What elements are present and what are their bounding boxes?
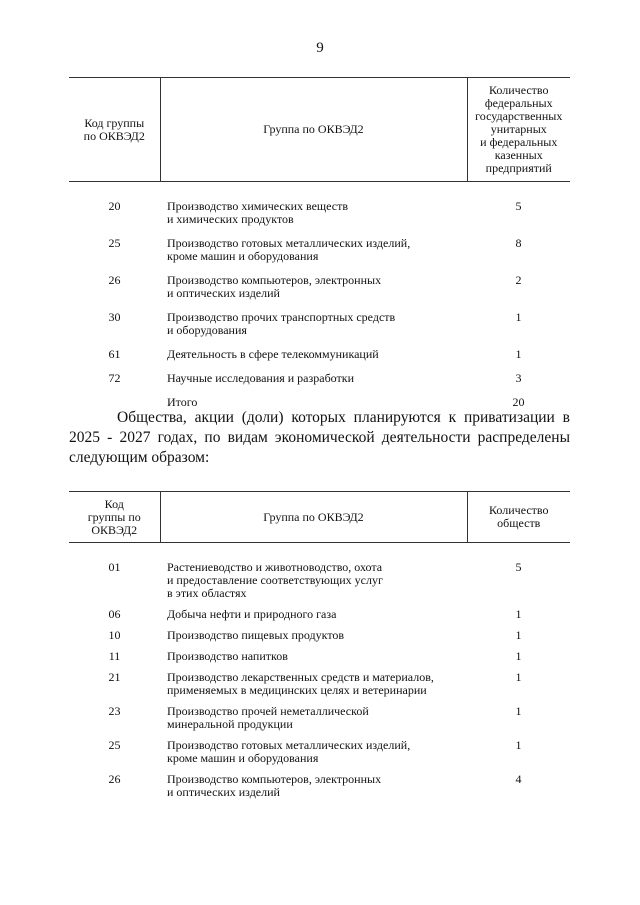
row-name-line: Производство химических веществ xyxy=(167,199,349,213)
row-name-line: применяемых в медицинских целях и ветеринарии xyxy=(167,683,427,697)
row-code: 23 xyxy=(108,704,121,718)
enterprises-table xyxy=(69,77,570,420)
row-value: 3 xyxy=(515,371,522,385)
header-count-line: Количество xyxy=(489,503,549,517)
row-name xyxy=(160,311,467,348)
row-name-line: Научные исследования и разработки xyxy=(167,371,355,385)
row-name-line: Производство пищевых продуктов xyxy=(167,628,345,642)
row-value: 1 xyxy=(515,607,522,621)
table-row xyxy=(69,543,570,609)
row-name xyxy=(160,237,467,274)
row-name-line: Производство компьютеров, электронных xyxy=(167,772,382,786)
row-value: 1 xyxy=(515,310,522,324)
row-value: 8 xyxy=(515,236,522,250)
row-name-line: Добыча нефти и природного газа xyxy=(167,607,337,621)
row-value: 5 xyxy=(515,199,522,213)
table-row xyxy=(69,629,570,650)
page-number: 9 xyxy=(316,40,324,56)
row-name xyxy=(160,705,467,739)
row-name-line: минеральной продукции xyxy=(167,717,293,731)
table-row xyxy=(69,237,570,274)
total-value: 20 xyxy=(512,395,525,409)
table-row xyxy=(69,372,570,396)
row-code: 20 xyxy=(108,199,121,213)
row-code: 26 xyxy=(108,273,121,287)
header-count xyxy=(467,492,570,543)
header-code-line: ОКВЭД2 xyxy=(91,522,138,537)
table-row xyxy=(69,608,570,629)
header-group: Группа по ОКВЭД2 xyxy=(160,492,467,543)
header-count-line: обществ xyxy=(497,516,541,530)
row-name-line: Производство готовых металлических изделий, xyxy=(167,738,411,752)
row-value: 4 xyxy=(515,772,522,786)
row-name-line: и химических продуктов xyxy=(167,212,294,226)
row-code: 06 xyxy=(108,607,121,621)
header-code-line: Код xyxy=(104,496,124,511)
header-code xyxy=(69,492,160,543)
row-value: 1 xyxy=(515,628,522,642)
row-name xyxy=(160,543,467,609)
row-name-line: кроме машин и оборудования xyxy=(167,249,319,263)
row-value: 1 xyxy=(515,670,522,684)
row-name xyxy=(160,650,467,671)
table-row xyxy=(69,650,570,671)
table-row xyxy=(69,274,570,311)
row-name xyxy=(160,739,467,773)
row-value: 2 xyxy=(515,273,522,287)
header-code xyxy=(69,78,160,182)
row-code: 25 xyxy=(108,738,121,752)
table-row xyxy=(69,705,570,739)
row-name-line: в этих областях xyxy=(167,586,247,600)
companies-table xyxy=(69,491,570,807)
row-name-line: Производство готовых металлических изделий, xyxy=(167,236,411,250)
row-code: 21 xyxy=(108,670,121,684)
table-row xyxy=(69,182,570,238)
row-name xyxy=(160,182,467,238)
header-code-line: по ОКВЭД2 xyxy=(83,128,145,143)
row-name-line: Производство прочих транспортных средств xyxy=(167,310,396,324)
body-paragraph: Общества, акции (доли) которых планируются к приватизации в 2025 - 2027 годах, по видам экономической деятельности распределены следующим образом: xyxy=(69,409,570,466)
table-row xyxy=(69,348,570,372)
row-name xyxy=(160,274,467,311)
row-name-line: и оборудования xyxy=(167,323,247,337)
header-code-line: Код группы xyxy=(84,115,145,130)
row-name xyxy=(160,629,467,650)
header-count xyxy=(467,78,570,182)
row-code: 10 xyxy=(108,628,121,642)
row-value: 1 xyxy=(515,649,522,663)
header-count-line: государственных xyxy=(475,109,563,123)
header-count-line: казенных xyxy=(494,148,543,162)
row-value: 1 xyxy=(515,347,522,361)
row-name xyxy=(160,608,467,629)
row-value: 5 xyxy=(515,560,522,574)
table-row xyxy=(69,773,570,807)
header-count-line: предприятий xyxy=(485,161,552,175)
table-row xyxy=(69,739,570,773)
table-row xyxy=(69,671,570,705)
row-name-line: и оптических изделий xyxy=(167,286,280,300)
row-code: 25 xyxy=(108,236,121,250)
row-name-line: Производство лекарственных средств и материалов, xyxy=(167,670,434,684)
header-count-line: федеральных xyxy=(484,96,553,110)
row-code: 11 xyxy=(108,649,121,663)
row-value: 1 xyxy=(515,738,522,752)
row-name-line: Производство напитков xyxy=(167,649,288,663)
row-name-line: Растениеводство и животноводство, охота xyxy=(167,560,383,574)
row-code: 01 xyxy=(108,560,121,574)
row-name xyxy=(160,773,467,807)
row-value: 1 xyxy=(515,704,522,718)
row-name xyxy=(160,671,467,705)
row-code: 30 xyxy=(108,310,121,324)
header-code-line: группы по xyxy=(87,509,141,524)
row-name-line: кроме машин и оборудования xyxy=(167,751,319,765)
header-group: Группа по ОКВЭД2 xyxy=(160,78,467,182)
row-name xyxy=(160,348,467,372)
row-name-line: и оптических изделий xyxy=(167,785,280,799)
row-code: 72 xyxy=(108,371,121,385)
row-code: 61 xyxy=(108,347,121,361)
row-name xyxy=(160,372,467,396)
row-code: 26 xyxy=(108,772,121,786)
row-name-line: и предоставление соответствующих услуг xyxy=(167,573,383,587)
row-name-line: Производство компьютеров, электронных xyxy=(167,273,382,287)
row-name-line: Производство прочей неметаллической xyxy=(167,704,369,718)
header-count-line: унитарных xyxy=(490,122,547,136)
header-count-line: Количество xyxy=(489,83,549,97)
row-name-line: Деятельность в сфере телекоммуникаций xyxy=(167,347,379,361)
header-count-line: и федеральных xyxy=(480,135,558,149)
total-label: Итого xyxy=(167,395,198,409)
table-row xyxy=(69,311,570,348)
